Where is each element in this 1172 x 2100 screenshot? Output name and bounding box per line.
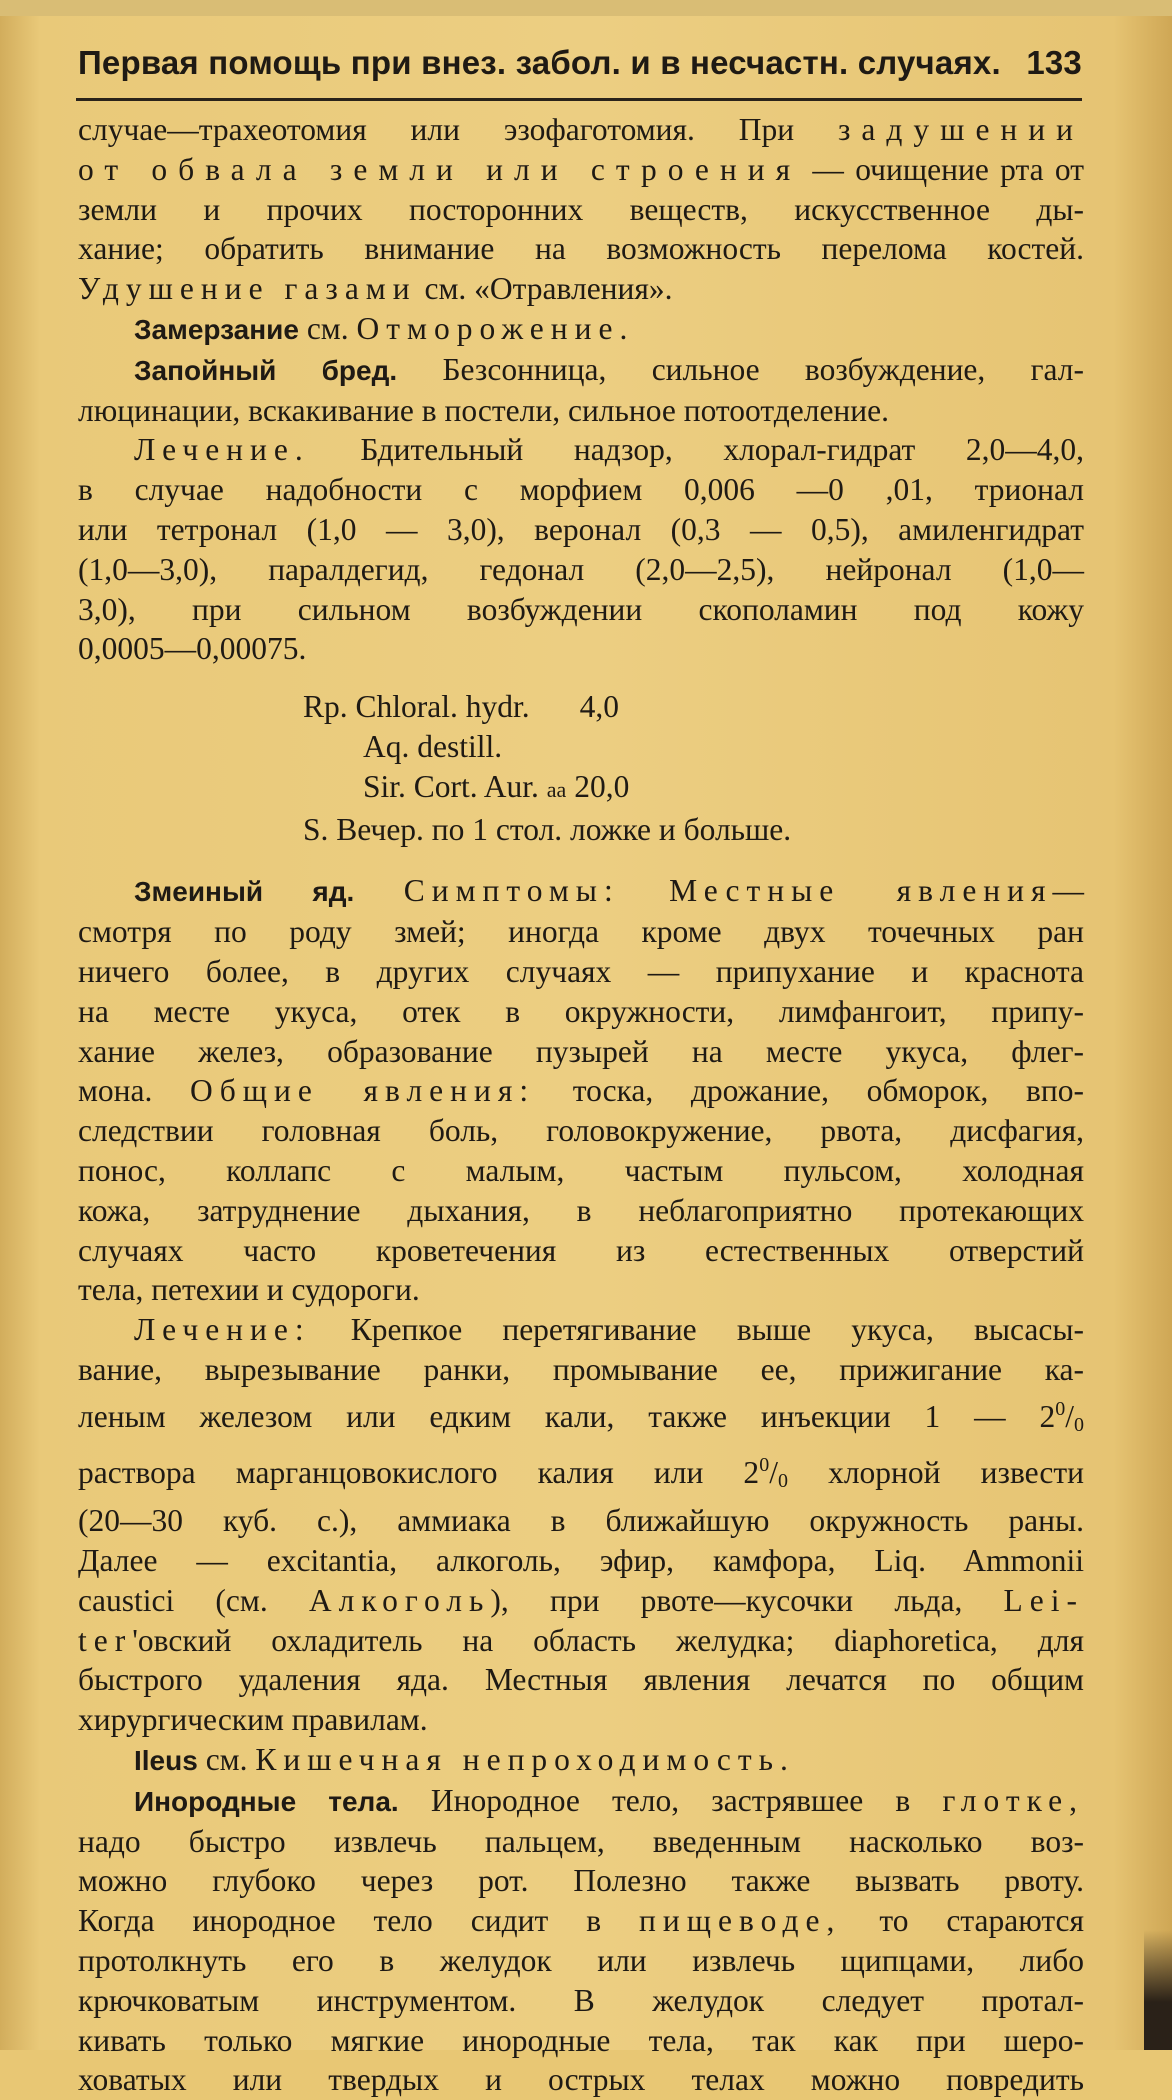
heading-snake-treatment: Лечение: (134, 1312, 311, 1348)
heading-snake-venom: Змеиный яд. (134, 876, 355, 908)
heading-treatment: Лечение. (134, 432, 310, 468)
page-number: 133 (1026, 44, 1082, 81)
heading-freezing: Замерзание (134, 313, 299, 345)
header-title: Первая помощь при внез. забол. и в несчастн. случаях. (78, 44, 1001, 81)
top-edge (0, 0, 1172, 16)
heading-foreign-bodies: Инородные тела. (134, 1785, 399, 1817)
paragraph-foreign-bodies: Инородные тела. Инородное тело, застрявшее в глотке, надо быстро извлечь пальцем, введенным насколько воз- можно глубоко через рот. Полезно также вызвать рвоту. Когда инородное тело сидит в пищеводе, то стараются протолкнуть его в желудок или извлечь щипцами, либо крючковатым инструментом. В желудок следует протал- кивать только мягкие инородные тела, так как при шеро- ховатых или твердых и острых телах можно повредить (78, 1782, 1084, 2098)
paragraph-delirium-treatment: Лечение. Бдительный надзор, хлорал-гидрат 2,0—4,0, в случае надобности с морфием 0,006 —0 ,01, трионал или тетронал (1,0 — 3,0), веронал (0,3 — 0,5), амиленгидрат (1,0—3,0), паралдегид, гедонал (2,0—2,5), нейронал (1,0— 3,0), при сильном возбуждении скополамин под кожу 0,0005—0,00075. (78, 432, 1084, 667)
paragraph-ileus: Ileus см. Кишечная непроходимость. (134, 1742, 795, 1778)
header-rule (76, 98, 1082, 101)
prescription: Rp. Chloral. hydr. 4,0 Aq. destill. Sir. Cort. Aur. аа 20,0 S. Вечер. по 1 стол. ложке и больше. (303, 689, 792, 847)
page-corner-shadow (1144, 1930, 1172, 2050)
running-header (78, 38, 1082, 88)
paragraph-suffocation: случае—трахеотомия или эзофаготомия. При задушении от обвала земли или строения — очищение рта от земли и прочих посторонних веществ, искусственное ды- хание; обратить внимание на возможность перелома костей. Удушение газами см. «Отравления». (78, 112, 1084, 307)
heading-ileus: Ileus (134, 1745, 198, 1777)
paragraph-freezing: Замерзание см. Отморожение. (134, 310, 635, 346)
paragraph-snake-treatment: Лечение: Крепкое перетягивание выше укуса, высасы- вание, вырезывание ранки, промывание ее, прижигание ка- леным железом или едким кали, также инъекции 1 — $2^0/_0$ раствора марганцовокислого калия или $2^0/_0$ хлорной извести (20—30 куб. с.), аммиака в ближайшую окружность раны. Далее — excitantia, алкоголь, эфир, камфора, Liq. Ammonii caustici (см. Алкоголь), при рвоте—кусочки льда, Lei- ter'овский охладитель на область желудка; diaphoretica, для быстрого удаления яда. Местныя явления лечатся по общим хирургическим правилам. (78, 1312, 1084, 1738)
heading-delirium: Запойный бред. (134, 354, 398, 386)
paragraph-snake-venom: Змеиный яд. Симптомы: Местные явления— смотря по роду змей; иногда кроме двух точечных ран ничего более, в других случаях — припухание и краснота на месте укуса, отек в окружности, лимфангоит, припу- хание желез, образование пузырей на месте укуса, флег- мона. Общие явления: тоска, дрожание, обморок, впо- следствии головная боль, головокружение, рвота, дисфагия, понос, коллапс с малым, частым пульсом, холодная кожа, затруднение дыхания, в неблагоприятно протекающих случаях часто кроветечения из естественных отверстий тела, петехии и судороги. (78, 873, 1085, 1308)
body-text (78, 110, 1084, 2100)
paragraph-delirium: Запойный бред. Безсонница, сильное возбуждение, гал- люцинации, вскакивание в постели, сильное потоотделение. (78, 351, 1084, 428)
